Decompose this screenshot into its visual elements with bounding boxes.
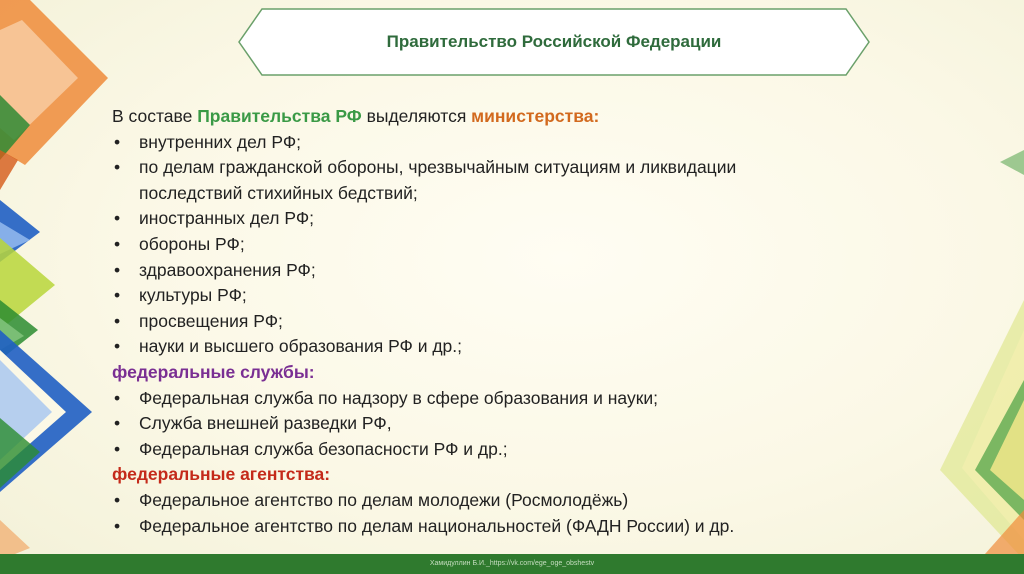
title-banner <box>238 8 870 76</box>
intro-line <box>112 104 872 130</box>
ministry-item: • науки и высшего образования РФ и др.; <box>112 334 872 360</box>
ministry-item: • здравоохранения РФ; <box>112 258 872 284</box>
intro-ministries: министерства: <box>471 106 600 126</box>
agency-item: • Федеральное агентство по делам национальностей (ФАДН России) и др. <box>112 514 872 540</box>
service-item: • Федеральная служба безопасности РФ и др.; <box>112 437 872 463</box>
ministry-item: • по делам гражданской обороны, чрезвычайным ситуациям и ликвидации <box>112 155 872 181</box>
ministry-item: • обороны РФ; <box>112 232 872 258</box>
ministry-item: • внутренних дел РФ; <box>112 130 872 156</box>
ministry-item: • культуры РФ; <box>112 283 872 309</box>
service-item: • Служба внешней разведки РФ, <box>112 411 872 437</box>
services-heading: федеральные службы: <box>112 361 315 382</box>
service-item: • Федеральная служба по надзору в сфере образования и науки; <box>112 386 872 412</box>
intro-government: Правительства РФ <box>197 106 362 126</box>
intro-middle: выделяются <box>361 106 472 126</box>
agencies-heading: федеральные агентства: <box>112 464 331 485</box>
intro-prefix: В составе <box>112 106 198 126</box>
ministry-item-continuation: последствий стихийных бедствий; <box>139 182 418 203</box>
ministry-item: • иностранных дел РФ; <box>112 206 872 232</box>
page-title: Правительство Российской Федерации <box>386 32 722 51</box>
agency-item: • Федеральное агентство по делам молодежи (Росмолодёжь) <box>112 488 872 514</box>
ministry-item: • просвещения РФ; <box>112 309 872 335</box>
content-block <box>112 104 872 539</box>
footer-credit: Хамидуллин Б.И._https://vk.com/ege_oge_obshestv <box>429 560 595 567</box>
